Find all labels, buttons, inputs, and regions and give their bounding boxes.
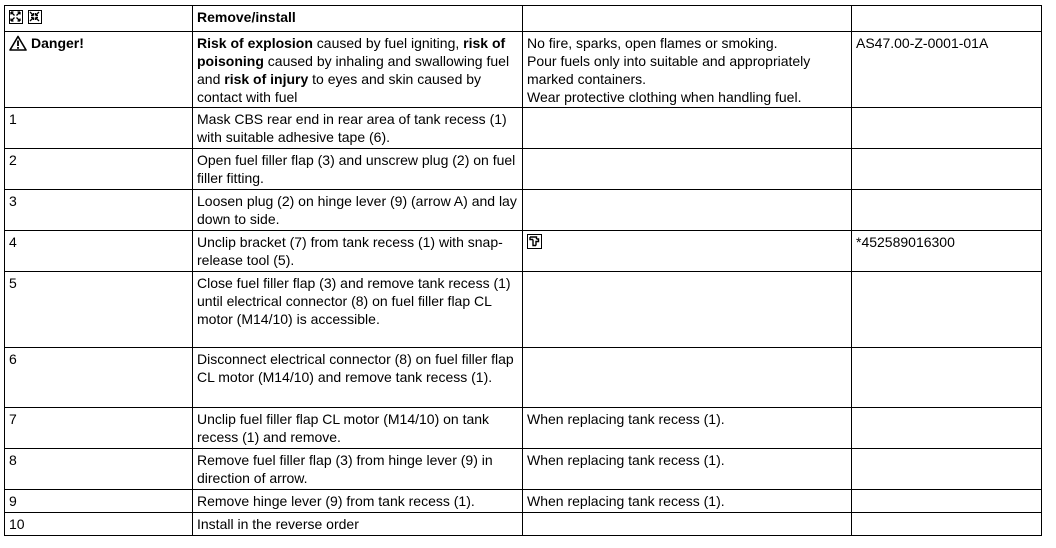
measure-3: Wear protective clothing when handling fuel. [527,89,802,105]
step-text: Disconnect electrical connector (8) on fuel filler flap CL motor (M14/10) and remove tank recess (1). [193,348,523,408]
risk-explosion-text: caused by fuel igniting, [312,35,460,51]
header-icons-cell [5,6,193,32]
measure-2: Pour fuels only into suitable and appropriately marked containers. [527,53,811,87]
step-row [5,348,1042,408]
step-ref [852,490,1042,513]
danger-label: Danger! [31,35,84,51]
step-number: 10 [5,513,193,536]
step-ref [852,408,1042,449]
step-number: 2 [5,149,193,190]
step-number: 4 [5,231,193,272]
risk-injury: risk of injury [224,71,309,87]
header-row [5,6,1042,32]
step-note: When replacing tank recess (1). [523,490,852,513]
step-text: Unclip fuel filler flap CL motor (M14/10) on tank recess (1) and remove. [193,408,523,449]
header-title: Remove/install [193,6,523,32]
step-number: 9 [5,490,193,513]
step-text: Open fuel filler flap (3) and unscrew plug (2) on fuel filler fitting. [193,149,523,190]
step-ref [852,149,1042,190]
expand-arrows-icon[interactable] [9,10,23,24]
step-ref [852,348,1042,408]
step-note [523,149,852,190]
step-text: Unclip bracket (7) from tank recess (1) with snap-release tool (5). [193,231,523,272]
danger-row [5,32,1042,108]
danger-risk-text [193,32,523,108]
risk-explosion: Risk of explosion [197,35,313,51]
measure-1: No fire, sparks, open flames or smoking. [527,35,778,51]
step-ref [852,272,1042,348]
step-text: Remove fuel filler flap (3) from hinge lever (9) in direction of arrow. [193,449,523,490]
step-text: Close fuel filler flap (3) and remove tank recess (1) until electrical connector (8) on fuel filler flap CL motor (M14/10) is accessible. [193,272,523,348]
step-row [5,108,1042,149]
step-row [5,190,1042,231]
step-note [523,513,852,536]
step-row [5,149,1042,190]
step-note [523,190,852,231]
step-number: 1 [5,108,193,149]
header-empty-cell [523,6,852,32]
step-row [5,272,1042,348]
warning-triangle-icon [9,35,27,51]
step-note: When replacing tank recess (1). [523,408,852,449]
procedure-table [4,5,1042,536]
step-note [523,348,852,408]
risk-poisoning: risk of poisoning [197,35,506,69]
step-note [523,272,852,348]
step-row [5,490,1042,513]
tool-icon[interactable] [527,234,542,249]
risk-injury-text: to eyes and skin caused by contact with fuel [197,71,482,105]
step-text: Loosen plug (2) on hinge lever (9) (arrow A) and lay down to side. [193,190,523,231]
step-row [5,513,1042,536]
step-number: 7 [5,408,193,449]
step-number: 8 [5,449,193,490]
header-empty-cell [852,6,1042,32]
step-row [5,449,1042,490]
step-text: Remove hinge lever (9) from tank recess (1). [193,490,523,513]
step-row [5,408,1042,449]
danger-measures [523,32,852,108]
step-ref [852,108,1042,149]
step-note [523,108,852,149]
step-number: 5 [5,272,193,348]
step-row [5,231,1042,272]
step-text: Mask CBS rear end in rear area of tank recess (1) with suitable adhesive tape (6). [193,108,523,149]
collapse-arrows-icon[interactable] [28,10,42,24]
step-text: Install in the reverse order [193,513,523,536]
step-number: 3 [5,190,193,231]
danger-document-link[interactable]: AS47.00-Z-0001-01A [852,32,1042,108]
step-number: 6 [5,348,193,408]
step-ref [852,513,1042,536]
step-note: When replacing tank recess (1). [523,449,852,490]
step-ref[interactable]: *452589016300 [852,231,1042,272]
step-ref [852,449,1042,490]
danger-cell [5,32,193,108]
step-note [523,231,852,272]
risk-poisoning-text: caused by inhaling and swallowing fuel and [197,53,510,87]
step-ref [852,190,1042,231]
